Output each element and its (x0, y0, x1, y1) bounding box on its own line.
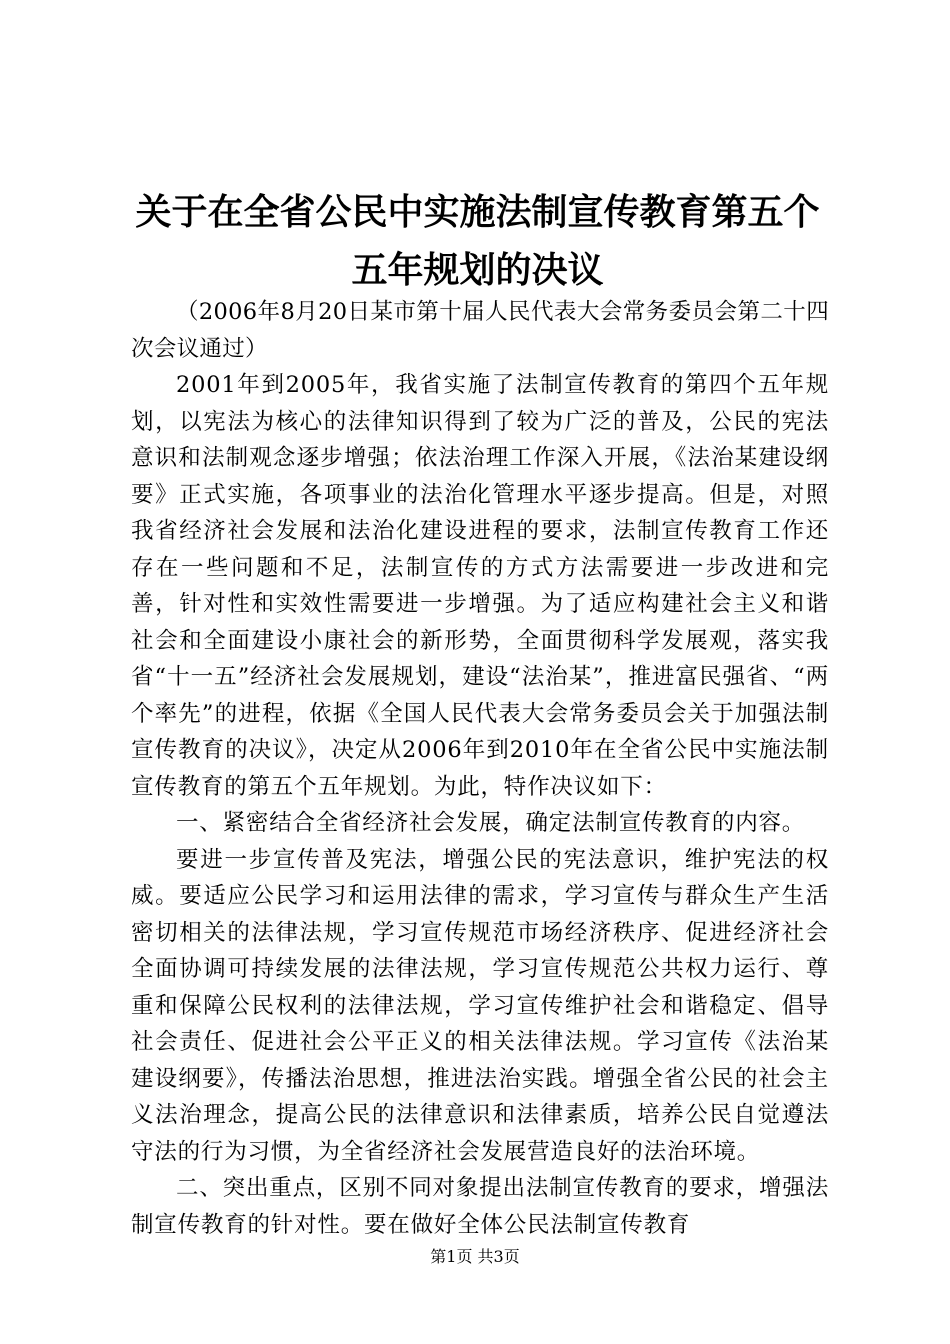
section-heading-2: 二、突出重点，区别不同对象提出法制宣传教育的要求，增强法制宣传教育的针对性。要在做好全体公民法制宣传教育 (131, 1175, 829, 1238)
section-heading-1: 一、紧密结合全省经济社会发展，确定法制宣传教育的内容。 (176, 810, 806, 836)
body-paragraph: 2001年到2005年，我省实施了法制宣传教育的第四个五年规划，以宪法为核心的法律知识得到了较为广泛的普及，公民的宪法意识和法制观念逐步增强；依法治理工作深入开展，《法治某建设纲要》正式实施，各项事业的法治化管理水平逐步提高。但是，对照我省经济社会发展和法治化建设进程的要求，法制宣传教育工作还存在一些问题和不足，法制宣传的方式方法需要进一步改进和完善，针对性和实效性需要进一步增强。为了适应构建社会主义和谐社会和全面建设小康社会的新形势，全面贯彻科学发展观，落实我省“十一五”经济社会发展规划，建设“法治某”，推进富民强省、“两个率先”的进程，依据《全国人民代表大会常务委员会关于加强法制宣传教育的决议》，决定从2006年到2010年在全省公民中实施法制宣传教育的第五个五年规划。为此，特作决议如下： (131, 372, 829, 800)
page-footer (0, 1247, 950, 1267)
document-title: 关于在全省公民中实施法制宣传教育第五个五年规划的决议 (135, 192, 820, 291)
dateline: （2006年8月20日某市第十届人民代表大会常务委员会第二十四次会议通过） (131, 299, 829, 362)
page-indicator: 第1页 共3页 (430, 1247, 520, 1266)
document-body (131, 294, 829, 1243)
body-paragraph: 要进一步宣传普及宪法，增强公民的宪法意识，维护宪法的权威。要适应公民学习和运用法律的需求，学习宣传与群众生产生活密切相关的法律法规，学习宣传规范市场经济秩序、促进经济社会全面协调可持续发展的法律法规，学习宣传规范公共权力运行、尊重和保障公民权利的法律法规，学习宣传维护社会和谐稳定、倡导社会责任、促进社会公平正义的相关法律法规。学习宣传《法治某建设纲要》，传播法治思想，推进法治实践。增强全省公民的社会主义法治理念，提高公民的法律意识和法律素质，培养公民自觉遵法守法的行为习惯，为全省经济社会发展营造良好的法治环境。 (131, 846, 829, 1165)
